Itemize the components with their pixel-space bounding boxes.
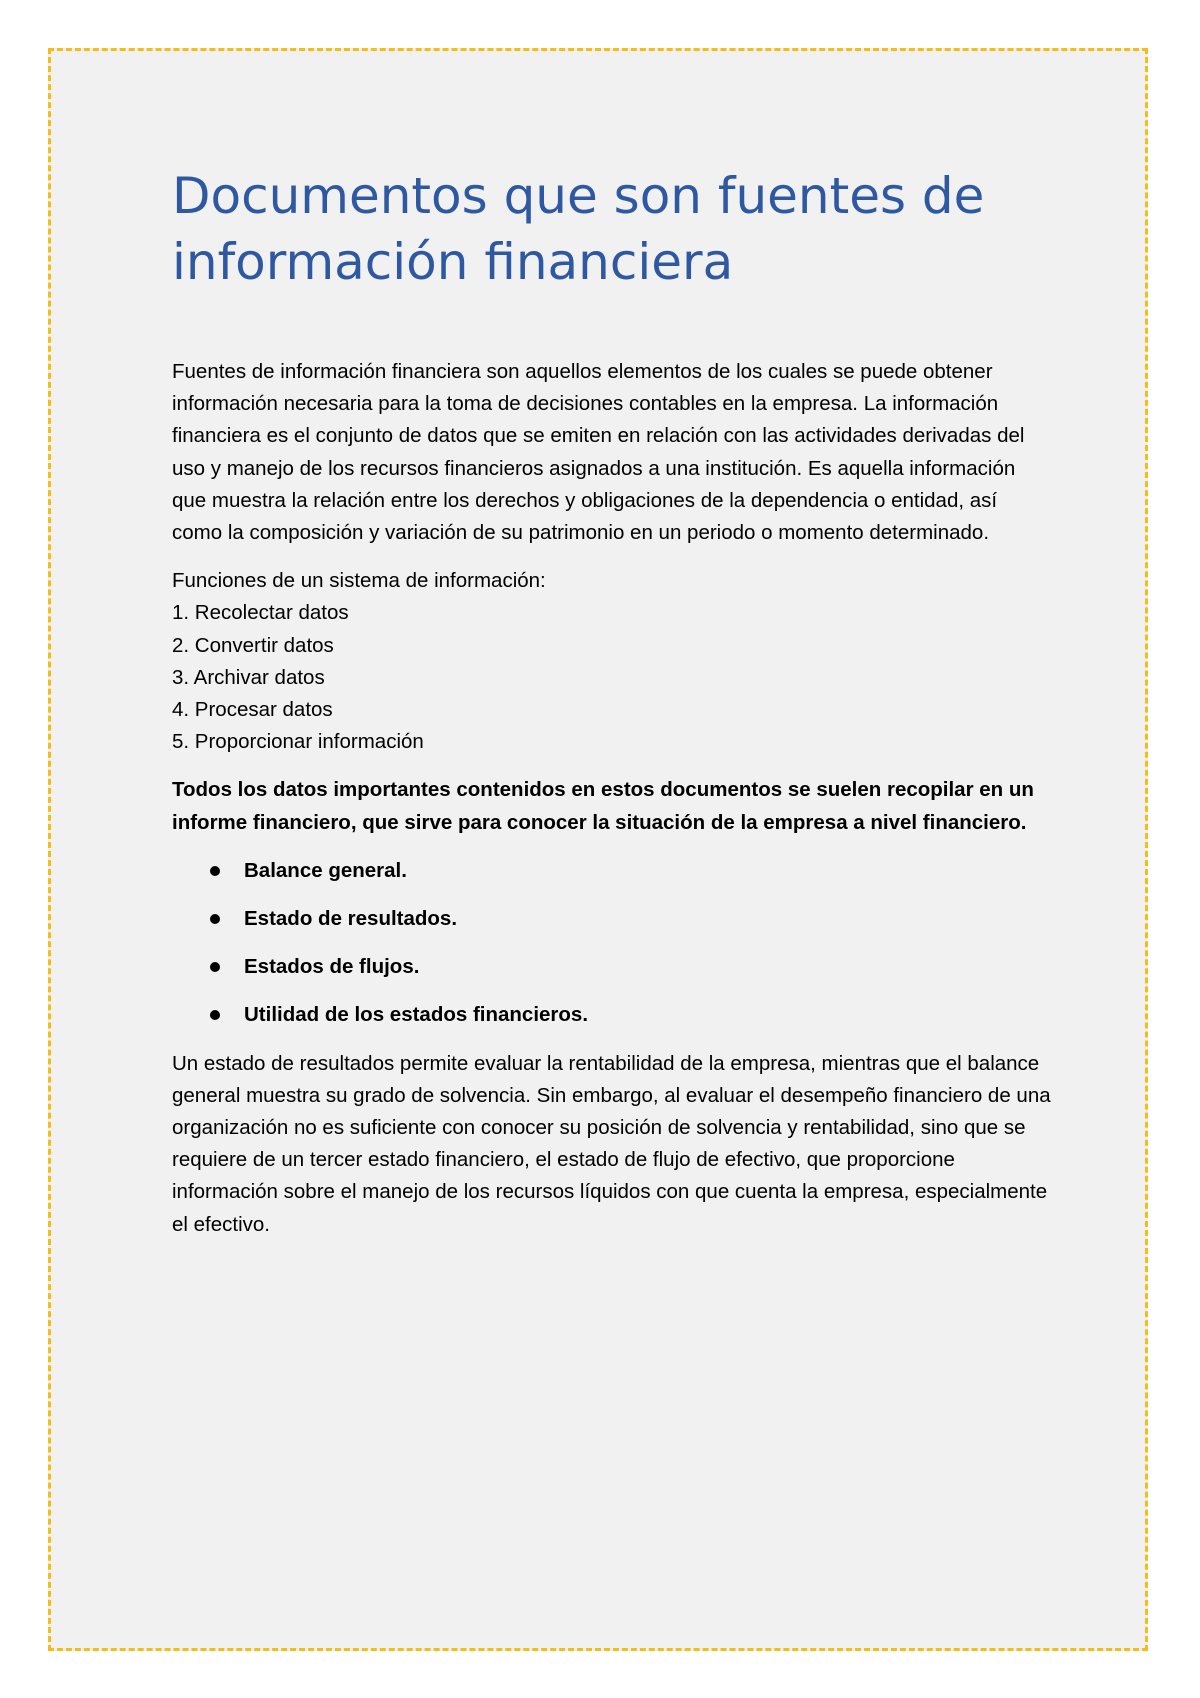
statement-label: Estado de resultados. (244, 907, 458, 931)
statement-label: Estados de flujos. (244, 955, 420, 979)
statements-list-item (172, 855, 1052, 887)
functions-list-item: 3. Archivar datos (172, 665, 325, 689)
functions-list-item: 5. Proporcionar información (172, 730, 424, 754)
bullet-icon (210, 914, 220, 924)
functions-list-item: 1. Recolectar datos (172, 601, 349, 625)
bullet-icon (210, 866, 220, 876)
statement-label: Utilidad de los estados financieros. (244, 1003, 589, 1027)
functions-heading: Funciones de un sistema de información: (172, 569, 546, 593)
report-paragraph: Todos los datos importantes contenidos en estos documentos se suelen recopilar en un informe financiero, que sirve para conocer la situación de la empresa a nivel financiero. (172, 778, 1034, 834)
functions-list-item: 2. Convertir datos (172, 633, 334, 657)
page-title: Documentos que son fuentes de información financiera (172, 167, 985, 291)
statements-list-item (172, 999, 1052, 1031)
functions-list-item: 4. Procesar datos (172, 698, 333, 722)
closing-paragraph: Un estado de resultados permite evaluar la rentabilidad de la empresa, mientras que el balance general muestra su grado de solvencia. Sin embargo, al evaluar el desempeño financiero de una organización no es suficiente con conocer su posición de solvencia y rentabilidad, sino que se requiere de un tercer estado financiero, el estado de flujo de efectivo, que proporcione información sobre el manejo de los recursos líquidos con que cuenta la empresa, especialmente el efectivo. (172, 1051, 1051, 1236)
intro-paragraph: Fuentes de información financiera son aquellos elementos de los cuales se puede obtener información necesaria para la toma de decisiones contables en la empresa. La información financiera es el conjunto de datos que se emiten en relación con las actividades derivadas del uso y manejo de los recursos financieros asignados a una institución. Es aquella información que muestra la relación entre los derechos y obligaciones de la dependencia o entidad, así como la composición y variación de su patrimonio en un periodo o momento determinado. (172, 360, 1025, 545)
functions-list (172, 597, 1052, 758)
bullet-icon (210, 962, 220, 972)
statement-label: Balance general. (244, 858, 407, 882)
bullet-icon (210, 1010, 220, 1020)
statements-list-item (172, 951, 1052, 983)
document-body (172, 356, 1052, 1257)
statements-list-item (172, 903, 1052, 935)
statements-list (172, 855, 1052, 1032)
